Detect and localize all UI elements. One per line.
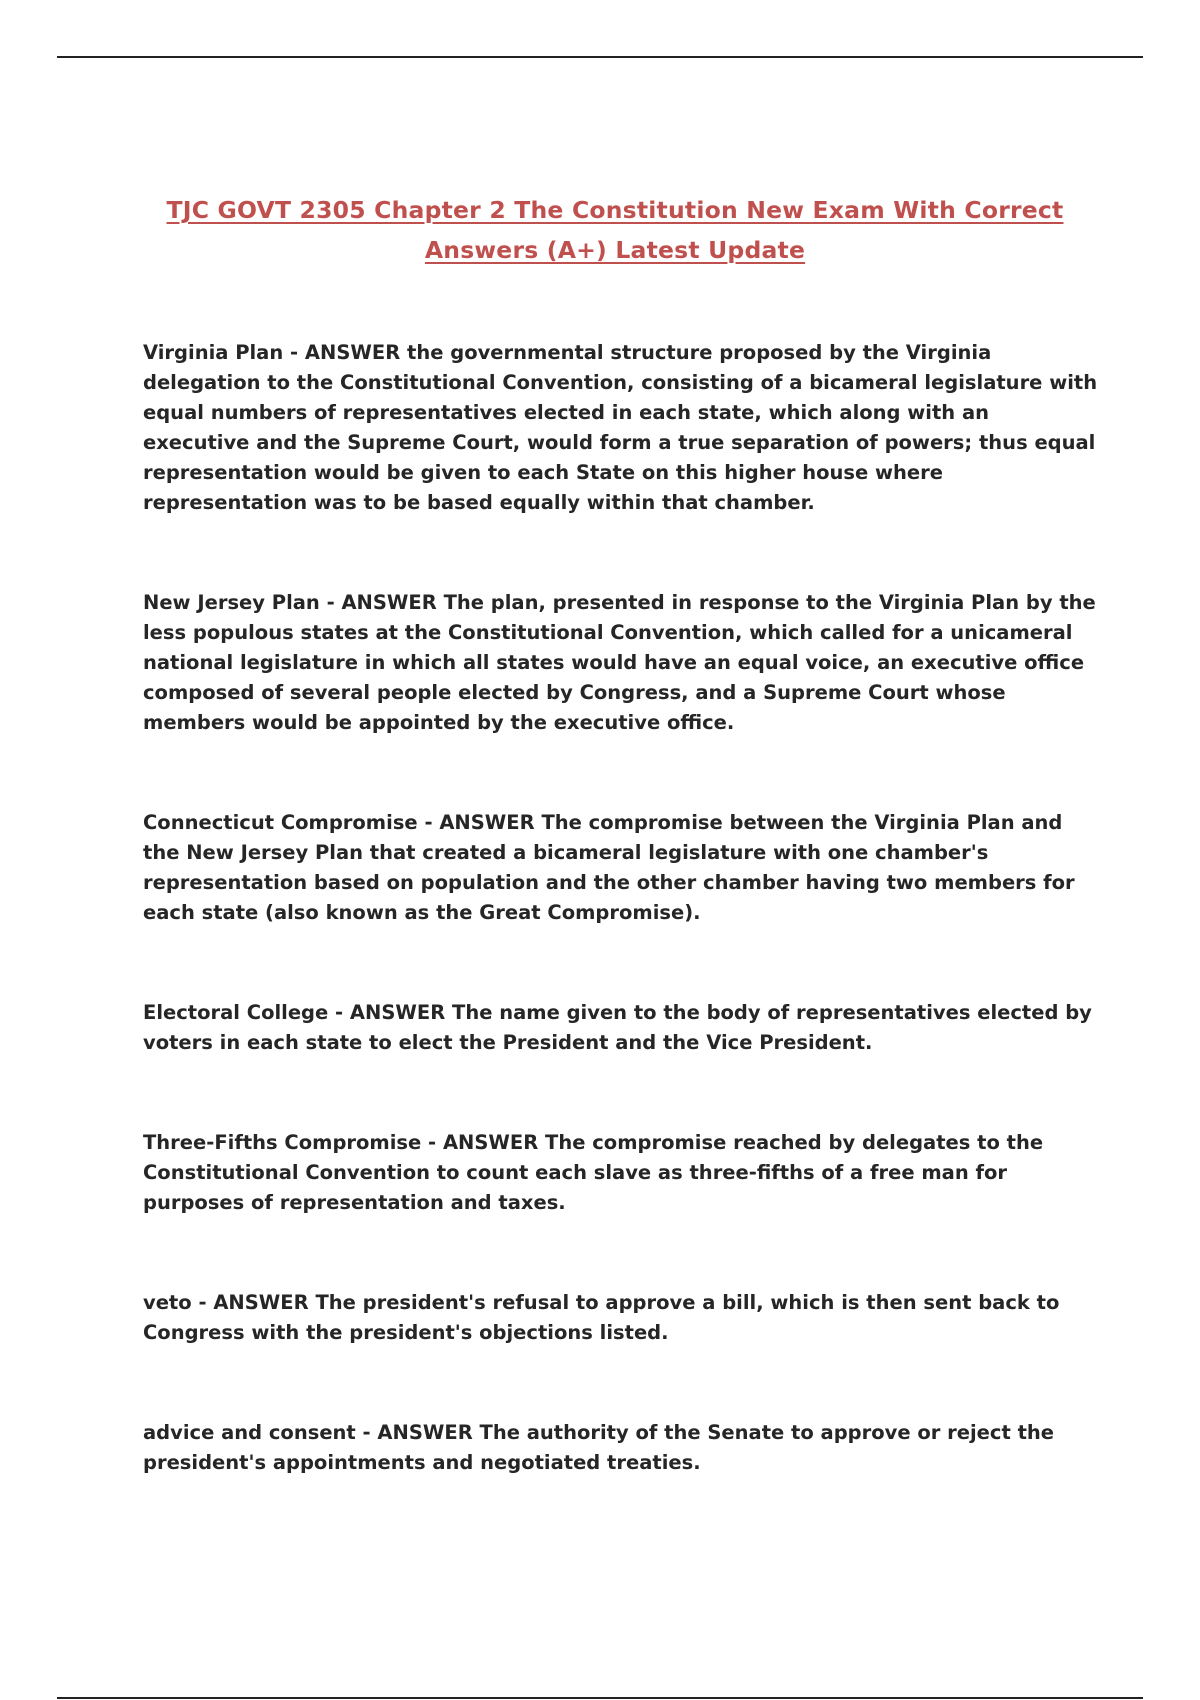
entry-separator: -: [417, 811, 440, 834]
answer-label: ANSWER: [341, 591, 437, 614]
qa-entry-new-jersey-plan: [143, 588, 1098, 738]
answer-label: ANSWER: [349, 1001, 446, 1024]
entry-term: Three-Fifths Compromise: [143, 1131, 422, 1154]
entry-definition: the governmental structure proposed by the Virginia delegation to the Constitutional Convention, consisting of a bicameral legislature with equal numbers of representatives elected in each state, which along with an executive and the Supreme Court, would form a true separation of powers; thus equal representation would be given to each State on this higher house where representation was to be based equally within that chamber.: [143, 341, 1098, 514]
answer-label: ANSWER: [442, 1131, 539, 1154]
entry-term: Virginia Plan: [143, 341, 284, 364]
qa-entry-connecticut-compromise: [143, 808, 1098, 928]
entry-separator: -: [421, 1131, 443, 1154]
entry-term: veto: [143, 1291, 192, 1314]
entry-term: Electoral College: [143, 1001, 329, 1024]
answer-label: ANSWER: [439, 811, 535, 834]
entry-definition: The compromise between the Virginia Plan and the New Jersey Plan that created a bicameral legislature with one chamber's representation based on population and the other chamber having two members for each state (also known as the Great Compromise).: [143, 811, 1075, 924]
entry-definition: The authority of the Senate to approve or reject the president's appointments and negotiated treaties.: [143, 1421, 1055, 1474]
entry-definition: The name given to the body of representatives elected by voters in each state to elect the President and the Vice President.: [143, 1001, 1092, 1054]
top-rule: [57, 56, 1143, 58]
entry-term: New Jersey Plan: [143, 591, 320, 614]
entry-separator: -: [328, 1001, 350, 1024]
answer-label: ANSWER: [377, 1421, 473, 1444]
qa-entry-advice-and-consent: [143, 1418, 1098, 1478]
entry-term: Connecticut Compromise: [143, 811, 418, 834]
qa-entry-electoral-college: [143, 998, 1098, 1058]
qa-entry-veto: [143, 1288, 1098, 1348]
qa-entry-three-fifths-compromise: [143, 1128, 1098, 1218]
qa-entry-virginia-plan: [143, 338, 1098, 518]
entry-separator: -: [191, 1291, 214, 1314]
bottom-rule: [57, 1697, 1143, 1699]
entry-separator: -: [355, 1421, 378, 1444]
entry-definition: The plan, presented in response to the Virginia Plan by the less populous states at the Constitutional Convention, which called for a unicameral national legislature in which all states would have an equal voice, an executive office composed of several people elected by Congress, and a Supreme Court whose members would be appointed by the executive office.: [143, 591, 1096, 734]
entry-definition: The president's refusal to approve a bill, which is then sent back to Congress with the president's objections listed.: [143, 1291, 1060, 1344]
entry-term: advice and consent: [143, 1421, 356, 1444]
qa-list: [143, 338, 1098, 1548]
entry-definition: The compromise reached by delegates to the Constitutional Convention to count each slave as three-fifths of a free man for purposes of representation and taxes.: [143, 1131, 1044, 1214]
entry-separator: -: [319, 591, 342, 614]
entry-separator: -: [283, 341, 305, 364]
document-title: TJC GOVT 2305 Chapter 2 The Constitution New Exam With Correct Answers (A+) Latest Update: [166, 196, 1064, 264]
answer-label: ANSWER: [304, 341, 401, 364]
answer-label: ANSWER: [213, 1291, 309, 1314]
